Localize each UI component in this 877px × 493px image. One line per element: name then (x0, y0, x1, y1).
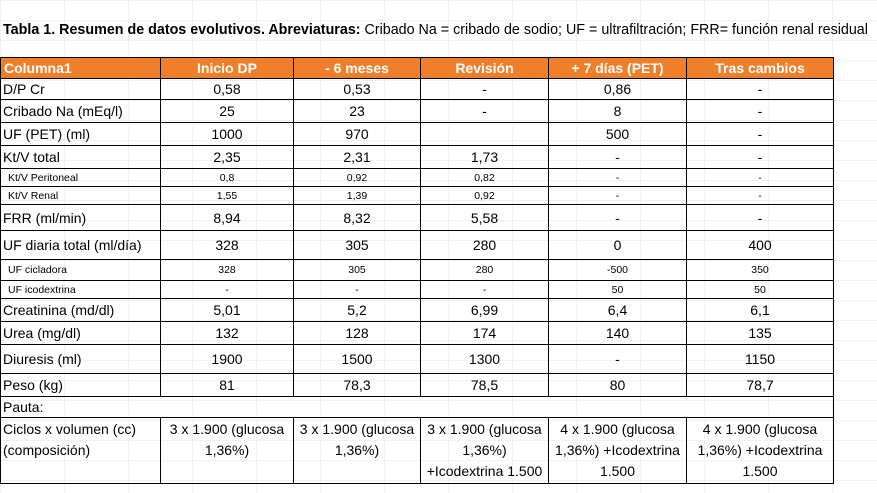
cell[interactable]: 350 (687, 260, 834, 281)
cell[interactable]: - (294, 281, 421, 299)
cell[interactable]: - (687, 187, 834, 205)
cell[interactable]: 0,58 (161, 79, 294, 100)
cell[interactable]: 140 (549, 322, 687, 345)
cell[interactable]: 1,73 (421, 146, 549, 169)
table-row (1, 299, 834, 322)
cell[interactable] (549, 397, 687, 418)
cell[interactable]: 81 (161, 374, 294, 397)
cell[interactable]: 3 x 1.900 (glucosa 1,36%) (161, 418, 294, 484)
cell[interactable]: 0,53 (294, 79, 421, 100)
cell[interactable]: - (687, 205, 834, 231)
cell[interactable] (421, 123, 549, 146)
cell[interactable]: 1300 (421, 345, 549, 374)
cell[interactable]: 5,58 (421, 205, 549, 231)
table-row (1, 169, 834, 187)
cell[interactable] (294, 397, 421, 418)
table-row (1, 322, 834, 345)
table-row (1, 187, 834, 205)
cell[interactable]: - (549, 205, 687, 231)
table-row (1, 231, 834, 260)
cell[interactable]: 8,94 (161, 205, 294, 231)
row-label[interactable]: UF icodextrina (1, 281, 161, 299)
row-label[interactable]: Cribado Na (mEq/l) (1, 100, 161, 123)
cell[interactable]: - (549, 345, 687, 374)
cell[interactable]: 78,7 (687, 374, 834, 397)
row-label[interactable]: Peso (kg) (1, 374, 161, 397)
cell[interactable]: 0,8 (161, 169, 294, 187)
cell[interactable]: 1000 (161, 123, 294, 146)
cell[interactable]: 8 (549, 100, 687, 123)
cell[interactable]: 305 (294, 231, 421, 260)
header-cell[interactable]: + 7 días (PET) (549, 58, 687, 79)
cell[interactable]: 174 (421, 322, 549, 345)
cell[interactable]: - (421, 100, 549, 123)
cell[interactable] (161, 397, 294, 418)
cell[interactable]: 25 (161, 100, 294, 123)
cell[interactable]: - (421, 79, 549, 100)
cell[interactable]: 1,55 (161, 187, 294, 205)
cell[interactable]: 50 (687, 281, 834, 299)
cell[interactable]: - (421, 281, 549, 299)
caption-bold: Tabla 1. Resumen de datos evolutivos. Abreviaturas: (3, 22, 361, 38)
cell[interactable]: 500 (549, 123, 687, 146)
cell[interactable]: 23 (294, 100, 421, 123)
cell[interactable]: 8,32 (294, 205, 421, 231)
cell[interactable]: 400 (687, 231, 834, 260)
cell[interactable]: - (549, 146, 687, 169)
cell[interactable]: 1,39 (294, 187, 421, 205)
cell[interactable]: 132 (161, 322, 294, 345)
table-row (1, 146, 834, 169)
cell[interactable]: - (549, 169, 687, 187)
cell[interactable]: 0,92 (421, 187, 549, 205)
cell[interactable]: - (687, 79, 834, 100)
cell[interactable]: 78,3 (294, 374, 421, 397)
cell[interactable]: 0,92 (294, 169, 421, 187)
cell[interactable]: 128 (294, 322, 421, 345)
table-row (1, 345, 834, 374)
cell[interactable]: - (687, 100, 834, 123)
table-row (1, 374, 834, 397)
cell[interactable]: 970 (294, 123, 421, 146)
cell[interactable]: 6,4 (549, 299, 687, 322)
cell[interactable]: - (161, 281, 294, 299)
cell[interactable]: 3 x 1.900 (glucosa 1,36%) +Icodextrina 1.500 (421, 418, 549, 484)
row-label[interactable]: FRR (ml/min) (1, 205, 161, 231)
row-label[interactable]: Kt/V total (1, 146, 161, 169)
table-row (1, 123, 834, 146)
row-label[interactable]: Urea (mg/dl) (1, 322, 161, 345)
cell[interactable]: 50 (549, 281, 687, 299)
pauta-label[interactable]: Pauta: (1, 397, 161, 418)
data-table (0, 57, 834, 484)
cell[interactable]: 328 (161, 260, 294, 281)
cell[interactable]: 280 (421, 231, 549, 260)
cell[interactable]: 0,86 (549, 79, 687, 100)
table-row (1, 281, 834, 299)
ciclos-label-line1: Ciclos x volumen (cc) (3, 421, 137, 437)
cell[interactable]: 3 x 1.900 (glucosa 1,36%) (294, 418, 421, 484)
header-cell[interactable]: Tras cambios (687, 58, 834, 79)
cell[interactable]: 6,99 (421, 299, 549, 322)
table-row (1, 205, 834, 231)
cell[interactable]: 305 (294, 260, 421, 281)
ciclos-label[interactable] (1, 418, 161, 484)
cell[interactable]: 80 (549, 374, 687, 397)
cell[interactable]: 0 (549, 231, 687, 260)
cell[interactable]: - (549, 187, 687, 205)
header-cell[interactable]: Columna1 (1, 58, 161, 79)
cell[interactable]: 4 x 1.900 (glucosa 1,36%) +Icodextrina 1.500 (549, 418, 687, 484)
pauta-row (1, 397, 834, 418)
row-label[interactable]: Creatinina (md/dl) (1, 299, 161, 322)
cell[interactable]: 1900 (161, 345, 294, 374)
header-cell[interactable]: Revisión (421, 58, 549, 79)
cell[interactable] (687, 397, 834, 418)
cell[interactable]: 1150 (687, 345, 834, 374)
table-row (1, 100, 834, 123)
cell[interactable]: 328 (161, 231, 294, 260)
table-caption (3, 19, 877, 41)
row-label[interactable]: UF cicladora (1, 260, 161, 281)
cell[interactable]: - (687, 123, 834, 146)
table-row (1, 79, 834, 100)
cell[interactable]: - (687, 169, 834, 187)
header-row (1, 58, 834, 79)
row-label[interactable]: Kt/V Renal (1, 187, 161, 205)
row-label[interactable]: UF diaria total (ml/día) (1, 231, 161, 260)
row-label[interactable]: Kt/V Peritoneal (1, 169, 161, 187)
table-row (1, 260, 834, 281)
cell[interactable]: 2,35 (161, 146, 294, 169)
cell[interactable]: 78,5 (421, 374, 549, 397)
cell[interactable]: 4 x 1.900 (glucosa 1,36%) +Icodextrina 1.500 (687, 418, 834, 484)
ciclos-row (1, 418, 834, 484)
cell[interactable]: 5,2 (294, 299, 421, 322)
cell[interactable]: 0,82 (421, 169, 549, 187)
header-cell[interactable]: Inicio DP (161, 58, 294, 79)
cell[interactable]: -500 (549, 260, 687, 281)
ciclos-label-line2: (composición) (3, 442, 91, 458)
row-label[interactable]: Diuresis (ml) (1, 345, 161, 374)
cell[interactable]: 2,31 (294, 146, 421, 169)
cell[interactable]: 135 (687, 322, 834, 345)
caption-text: Cribado Na = cribado de sodio; UF = ultrafiltración; FRR= función renal residual (360, 22, 868, 38)
cell[interactable]: 6,1 (687, 299, 834, 322)
cell[interactable]: 5,01 (161, 299, 294, 322)
row-label[interactable]: D/P Cr (1, 79, 161, 100)
cell[interactable]: 280 (421, 260, 549, 281)
cell[interactable]: - (687, 146, 834, 169)
cell[interactable]: 1500 (294, 345, 421, 374)
header-cell[interactable]: - 6 meses (294, 58, 421, 79)
row-label[interactable]: UF (PET) (ml) (1, 123, 161, 146)
cell[interactable] (421, 397, 549, 418)
